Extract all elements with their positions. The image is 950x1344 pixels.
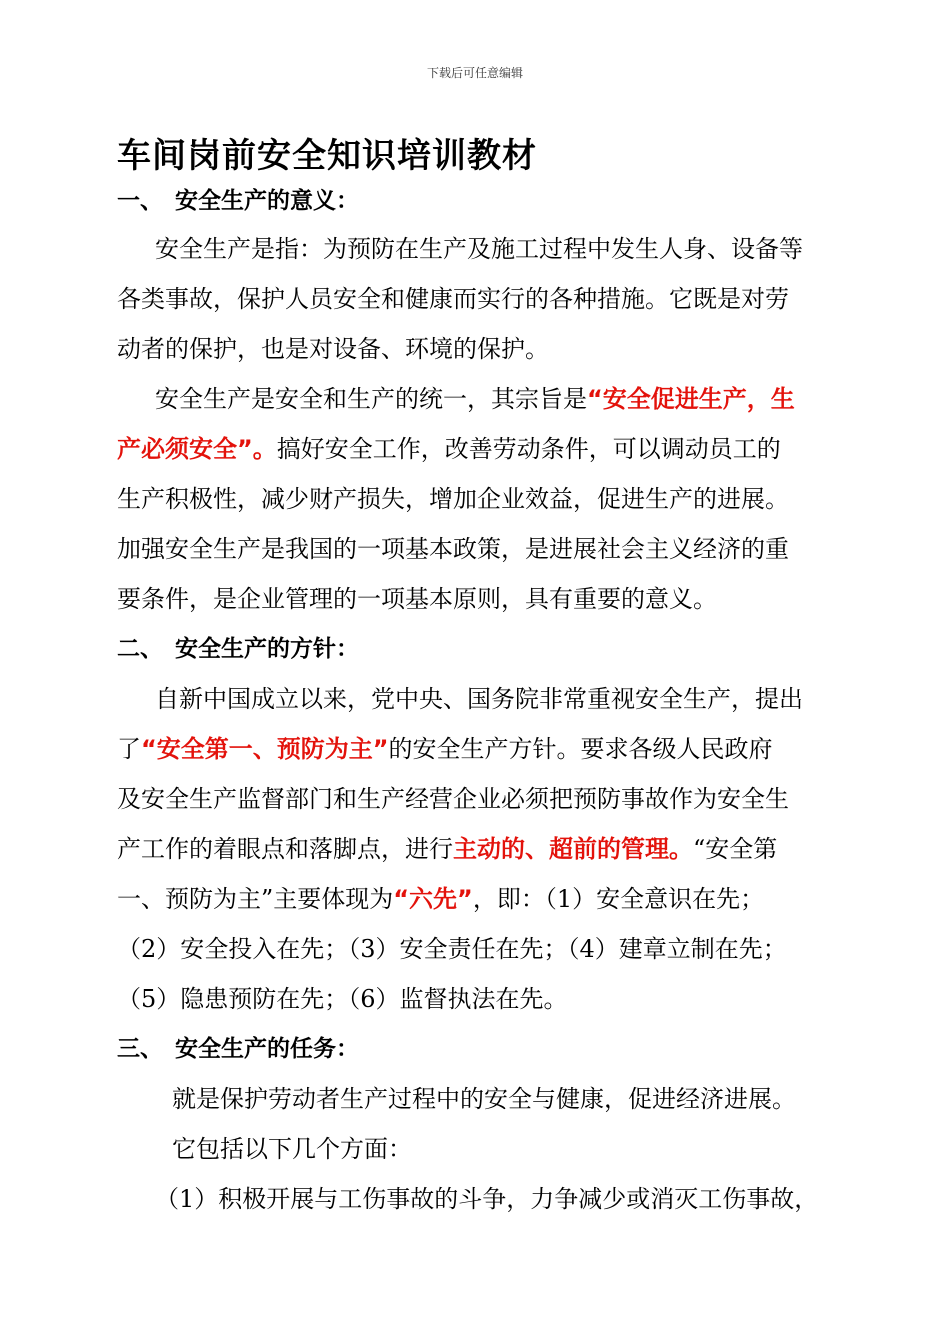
paragraph-line: 生产积极性，减少财产损失，增加企业效益，促进生产的进展。 bbox=[117, 485, 789, 513]
section-3-number: 三、 bbox=[117, 1036, 163, 1062]
paragraph-line: 加强安全生产是我国的一项基本政策，是进展社会主义经济的重 bbox=[117, 535, 789, 563]
paragraph-line: 它包括以下几个方面： bbox=[172, 1135, 412, 1163]
section-3-title: 安全生产的任务： bbox=[175, 1036, 359, 1062]
emphasis-text: “六先” bbox=[393, 885, 473, 913]
text-run: 搞好安全工作，改善劳动条件，可以调动员工的 bbox=[276, 435, 781, 463]
paragraph-line bbox=[117, 734, 877, 764]
section-2-number: 二、 bbox=[117, 636, 163, 662]
paragraph-line bbox=[117, 434, 877, 464]
document-title: 车间岗前安全知识培训教材 bbox=[117, 136, 537, 176]
section-1-title: 安全生产的意义： bbox=[175, 188, 359, 214]
paragraph-line bbox=[155, 384, 877, 414]
text-run: 一、预防为主”主要体现为 bbox=[117, 885, 394, 913]
paragraph-line bbox=[117, 884, 877, 914]
paragraph-line: （5）隐患预防在先；（6）监督执法在先。 bbox=[117, 985, 568, 1013]
paragraph-line: （2）安全投入在先；（3）安全责任在先；（4）建章立制在先； bbox=[117, 935, 787, 963]
paragraph-line: 就是保护劳动者生产过程中的安全与健康，促进经济进展。 bbox=[172, 1085, 796, 1113]
section-3-heading bbox=[117, 1034, 877, 1064]
paragraph-line: 自新中国成立以来，党中央、国务院非常重视安全生产，提出 bbox=[155, 685, 803, 713]
section-1-heading bbox=[117, 186, 877, 216]
paragraph-line: （1）积极开展与工伤事故的斗争，力争减少或消灭工伤事故， bbox=[155, 1185, 819, 1213]
section-2-heading bbox=[117, 634, 877, 664]
text-run: ，即：（1）安全意识在先； bbox=[472, 885, 765, 913]
paragraph-line: 要条件，是企业管理的一项基本原则，具有重要的意义。 bbox=[117, 585, 717, 613]
text-run: 产工作的着眼点和落脚点，进行 bbox=[117, 835, 453, 863]
paragraph-line: 安全生产是指：为预防在生产及施工过程中发生人身、设备等 bbox=[155, 235, 803, 263]
emphasis-text: “安全促进生产，生 bbox=[587, 385, 795, 413]
paragraph-line bbox=[117, 834, 877, 864]
page-header: 下载后可任意编辑 bbox=[426, 66, 523, 80]
paragraph-line: 及安全生产监督部门和生产经营企业必须把预防事故作为安全生 bbox=[117, 785, 789, 813]
section-1-number: 一、 bbox=[117, 188, 163, 214]
text-run: 的安全生产方针。要求各级人民政府 bbox=[388, 735, 773, 763]
emphasis-text: “安全第一、预防为主” bbox=[141, 735, 389, 763]
paragraph-line: 各类事故，保护人员安全和健康而实行的各种措施。它既是对劳 bbox=[117, 285, 789, 313]
emphasis-text: 主动的、超前的管理。 bbox=[453, 835, 693, 863]
text-run: 安全生产是安全和生产的统一，其宗旨是 bbox=[155, 385, 587, 413]
text-run: 了 bbox=[117, 735, 141, 763]
text-run: “安全第 bbox=[693, 835, 778, 863]
section-2-title: 安全生产的方针： bbox=[175, 636, 359, 662]
emphasis-text: 产必须安全”。 bbox=[117, 435, 277, 463]
paragraph-line: 动者的保护，也是对设备、环境的保护。 bbox=[117, 335, 549, 363]
